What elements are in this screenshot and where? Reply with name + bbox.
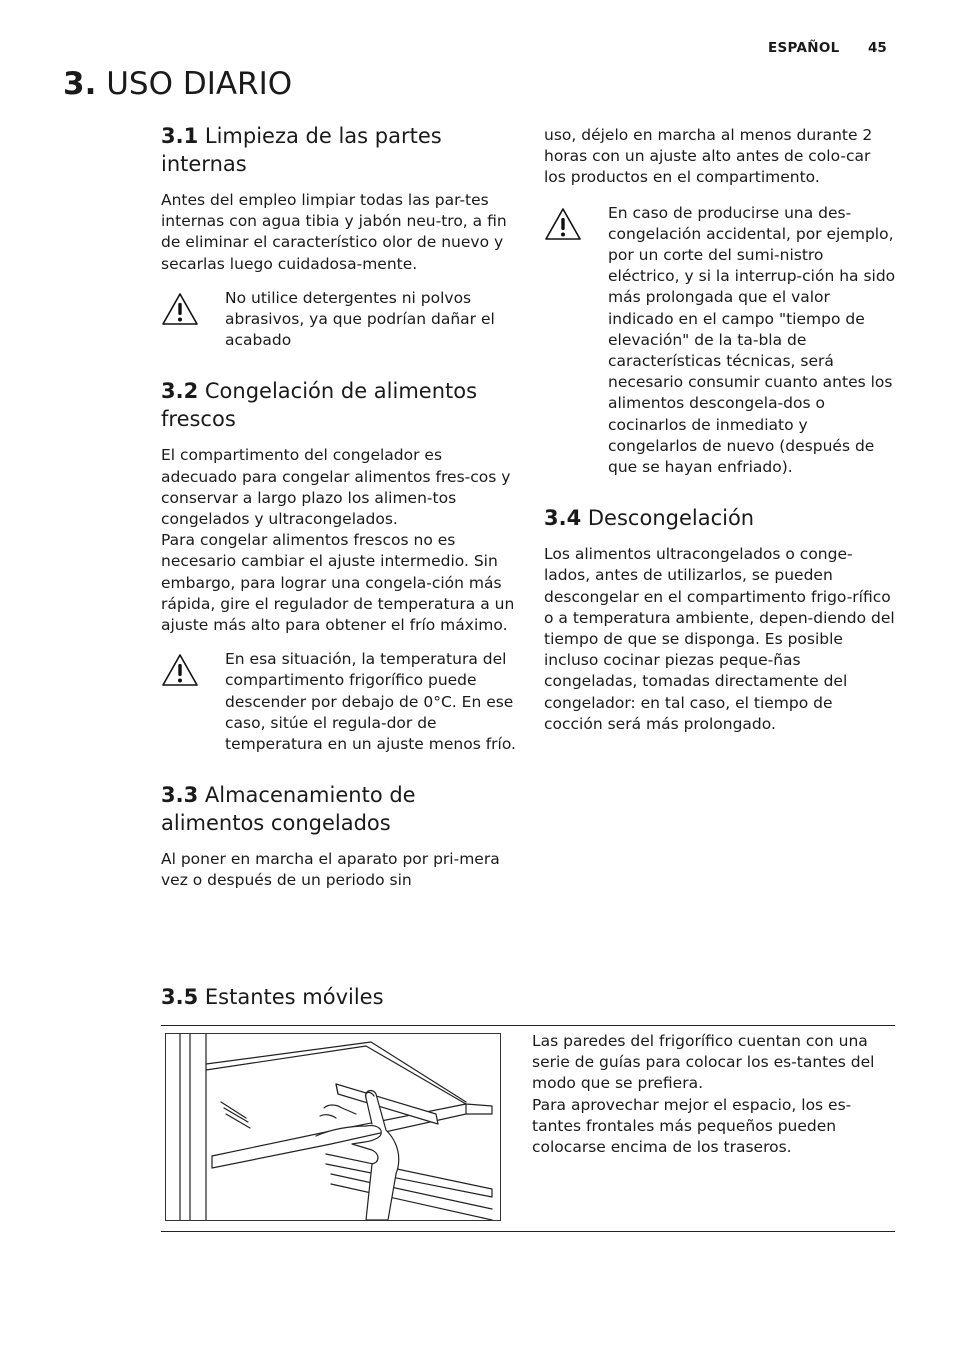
section-3-3 (161, 781, 521, 891)
right-column (544, 125, 896, 735)
section-3-5-text (532, 1031, 892, 1158)
section-3-5-heading (161, 983, 384, 1011)
section-3-4-title: Descongelación (587, 506, 755, 531)
warning-3-3-text: En caso de producirse una des-congelación accidental, por ejemplo, por un corte del sumi-nistro eléctrico, y si la interrup-ción ha sido más prolongada que el valor indicado en el campo "tiempo de elevación" de la ta-bla de características técnicas, será necesario consumir cuanto antes los alimentos descongela-dos o cocinarlos de inmediato y congelarlos de nuevo (después de que se hayan enfriado). (608, 203, 896, 477)
section-3-2-number: 3.2 (161, 379, 199, 404)
section-3-1-number: 3.1 (161, 124, 199, 148)
section-3-1-heading (161, 122, 521, 178)
warning-triangle-icon (161, 288, 225, 352)
warning-3-2-text: En esa situación, la temperatura del compartimento frigorífico puede descender por debajo de 0°C. En ese caso, sitúe el regula-dor de temperatura en un ajuste menos frío. (225, 650, 516, 754)
section-3-3-body-continued: uso, déjelo en marcha al menos durante 2 horas con un ajuste alto antes de colo-car los productos en el compartimento. (544, 126, 873, 187)
warning-triangle-icon (161, 649, 225, 755)
section-3-4-number: 3.4 (544, 506, 582, 531)
section-3-1-title: Limpieza de las partes internas (161, 124, 442, 176)
warning-triangle-icon (544, 203, 608, 479)
shelf-illustration (165, 1033, 501, 1221)
warning-3-2 (161, 649, 521, 755)
warning-3-1 (161, 288, 521, 352)
chapter-number: 3. (63, 66, 97, 102)
section-3-5-body-1: Las paredes del frigorífico cuentan con una serie de guías para colocar los es-tantes del modo que se prefiera. (532, 1032, 875, 1093)
page-number: 45 (868, 40, 887, 56)
section-3-1-body: Antes del empleo limpiar todas las par-tes internas con agua tibia y jabón neu-tro, a fin de eliminar el característico olor de nuevo y secarlas luego cuidadosa-mente. (161, 191, 507, 273)
warning-3-3 (544, 203, 896, 479)
chapter-title (63, 66, 292, 102)
warning-3-1-text: No utilice detergentes ni polvos abrasivos, ya que podrían dañar el acabado (225, 288, 495, 350)
section-3-5-box (161, 1025, 895, 1232)
section-3-3-title: Almacenamiento de alimentos congelados (161, 783, 416, 836)
section-3-2-heading (161, 377, 521, 433)
section-3-4-heading (544, 504, 896, 532)
section-3-5-body-2: Para aprovechar mejor el espacio, los es-tantes frontales más pequeños pueden colocarse encima de los traseros. (532, 1095, 852, 1157)
section-3-2 (161, 377, 521, 755)
section-3-2-title: Congelación de alimentos frescos (161, 379, 478, 432)
section-3-4-body: Los alimentos ultracongelados o conge-lados, antes de utilizarlos, se pueden descongelar en el compartimento frigo-rífico o a temperatura ambiente, depen-diendo del tiempo de que se disponga. Es posible incluso cocinar piezas peque-ñas congeladas, tomadas directamente del congelador: en tal caso, el tiempo de cocción será más prolongado. (544, 545, 895, 733)
section-3-1 (161, 122, 521, 351)
section-3-5-number: 3.5 (161, 985, 199, 1009)
left-column (161, 122, 521, 892)
section-3-2-body-2: Para congelar alimentos frescos no es necesario cambiar el ajuste intermedio. Sin embargo, para lograr una congela-ción más rápida, gire el regulador de temperatura a un ajuste más alto para obtener el frío máximo. (161, 531, 515, 635)
section-3-3-body: Al poner en marcha el aparato por pri-mera vez o después de un periodo sin (161, 850, 500, 890)
section-3-5-title: Estantes móviles (204, 985, 384, 1009)
section-3-4 (544, 504, 896, 735)
section-3-2-body-1: El compartimento del congelador es adecuado para congelar alimentos fres-cos y conservar a largo plazo los alimen-tos congelados y ultracongelados. (161, 446, 511, 529)
header-language: ESPAÑOL (768, 40, 840, 56)
chapter-title-text: USO DIARIO (106, 66, 293, 102)
section-3-3-number: 3.3 (161, 783, 199, 808)
section-3-3-heading (161, 781, 521, 837)
